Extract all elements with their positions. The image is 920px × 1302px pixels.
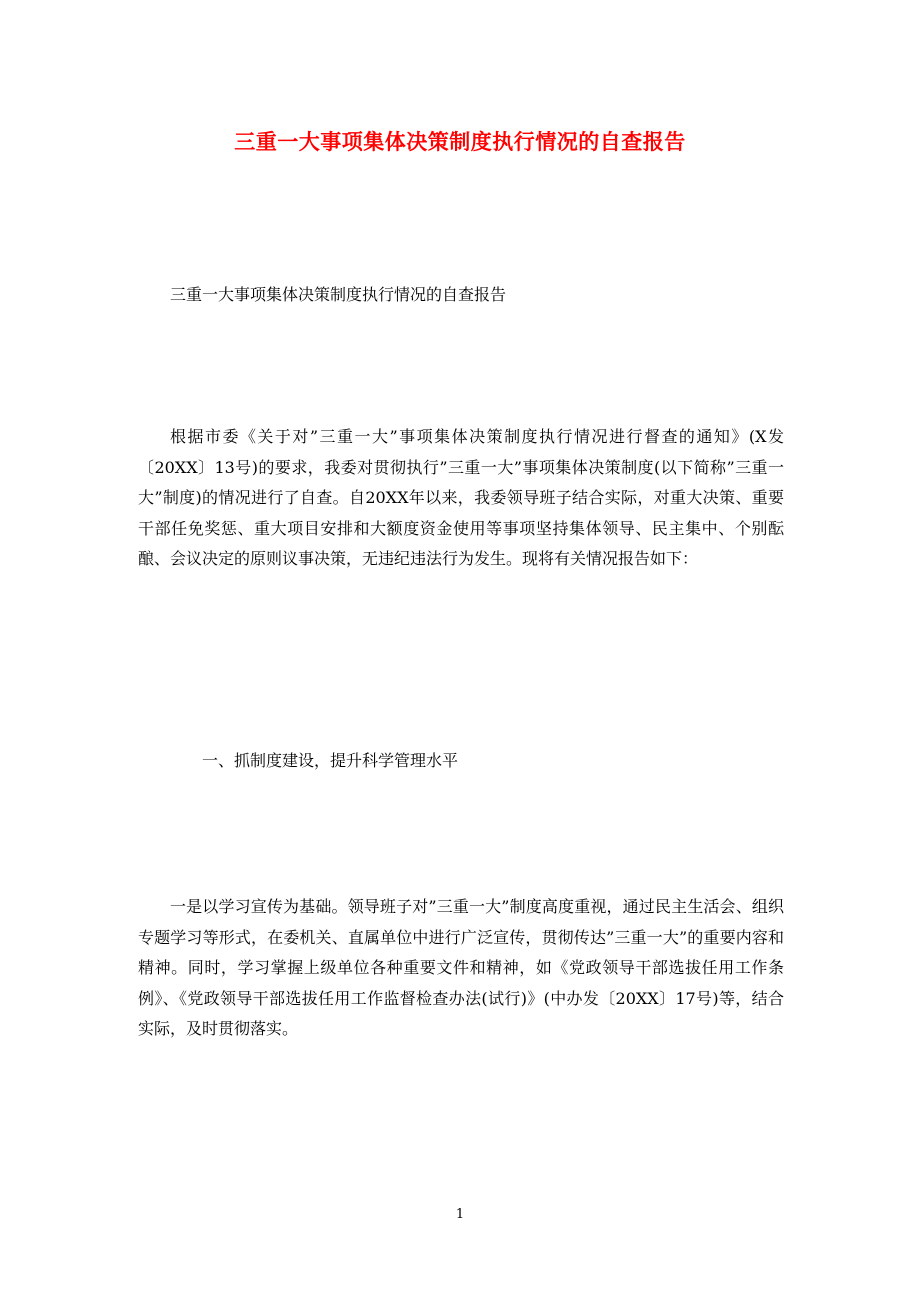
document-subtitle: 三重一大事项集体决策制度执行情况的自查报告 xyxy=(170,285,507,304)
section-one-paragraph: 一是以学习宣传为基础。领导班子对”三重一大”制度高度重视，通过民主生活会、组织专题学习等形式，在委机关、直属单位中进行广泛宣传，贯彻传达”三重一大”的重要内容和精神。同时，学习掌握上级单位各种重要文件和精神，如《党政领导干部选拔任用工作条例》、《党政领导干部选拔任用工作监督检查办法(试行)》(中办发〔20XX〕17号)等，结合实际，及时贯彻落实。 xyxy=(138,897,784,1038)
document-title: 三重一大事项集体决策制度执行情况的自查报告 xyxy=(234,129,686,154)
page-number: 1 xyxy=(455,1207,465,1222)
section-one-heading: 一、抓制度建设，提升科学管理水平 xyxy=(202,751,459,770)
intro-paragraph: 根据市委《关于对”三重一大”事项集体决策制度执行情况进行督查的通知》(X发〔20XX〕13号)的要求，我委对贯彻执行”三重一大”事项集体决策制度(以下简称”三重一大”制度)的情况进行了自查。自20XX年以来，我委领导班子结合实际，对重大决策、重要干部任免奖惩、重大项目安排和大额度资金使用等事项坚持集体领导、民主集中、个别酝酿、会议决定的原则议事决策，无违纪违法行为发生。现将有关情况报告如下： xyxy=(138,427,784,568)
